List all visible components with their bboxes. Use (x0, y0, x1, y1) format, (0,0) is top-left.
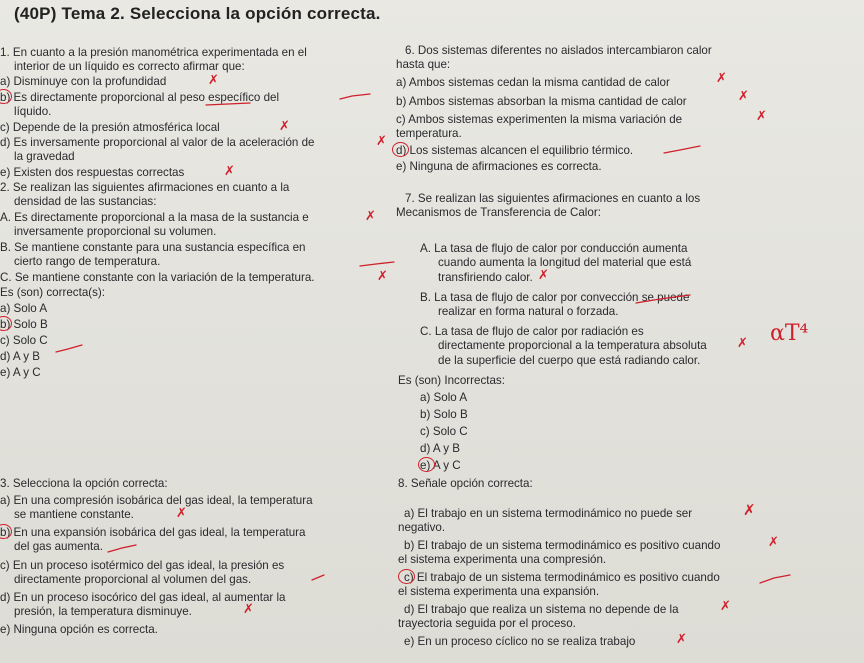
q1-option-a: a) Disminuye con la profundidad (0, 75, 167, 88)
q2-statement-b-line1: B. Se mantiene constante para una sustancia específica en (0, 241, 306, 254)
q7-option-b: b) Solo B (420, 408, 468, 421)
q7-option-a: a) Solo A (420, 391, 468, 404)
q8-option-b-line1: b) El trabajo de un sistema termodinámico es positivo cuando (404, 539, 721, 552)
q2-option-e: e) A y C (0, 366, 41, 379)
q8-option-d-line2: trayectoria seguida por el proceso. (398, 617, 576, 630)
q2-option-d: d) A y B (0, 350, 40, 363)
check-mark-icon (360, 262, 394, 266)
wrong-mark-icon: ✗ (738, 89, 749, 104)
q2-statement-a-line2: inversamente proporcional su volumen. (14, 225, 217, 238)
q6-stem-line1: 6. Dos sistemas diferentes no aislados intercambiaron calor (405, 44, 712, 57)
q7-statement-c-line1: C. La tasa de flujo de calor por radiación es (420, 325, 644, 338)
wrong-mark-icon: ✗ (176, 506, 187, 521)
q7-option-e: e) A y C (420, 459, 461, 472)
q6-option-a: a) Ambos sistemas cedan la misma cantidad de calor (396, 76, 670, 89)
q3-option-d-line1: d) En un proceso isocórico del gas ideal, al aumentar la (0, 591, 286, 604)
q7-statement-c-line2: directamente proporcional a la temperatura absoluta (438, 339, 707, 352)
check-mark-icon (760, 575, 790, 583)
q7-statement-a-line2: cuando aumenta la longitud del material que está (438, 256, 692, 269)
q8-option-d-line1: d) El trabajo que realiza un sistema no depende de la (404, 603, 679, 616)
q8-option-b-line2: el sistema experimenta una compresión. (398, 553, 607, 566)
wrong-mark-icon: ✗ (538, 268, 549, 283)
q8-option-c-line1: c) El trabajo de un sistema termodinámico es positivo cuando (404, 571, 720, 584)
check-mark-icon (108, 545, 136, 552)
q6-option-d: d) Los sistemas alcancen el equilibrio térmico. (396, 144, 634, 157)
q6-option-e: e) Ninguna de afirmaciones es correcta. (396, 160, 602, 173)
wrong-mark-icon: ✗ (365, 209, 376, 224)
q7-stem-line2: Mecanismos de Transferencia de Calor: (396, 206, 601, 219)
wrong-mark-icon: ✗ (716, 71, 727, 86)
q3-option-d-line2: presión, la temperatura disminuye. (14, 605, 192, 618)
q2-option-a: a) Solo A (0, 302, 48, 315)
check-mark-icon (312, 575, 324, 580)
q2-stem-line1: 2. Se realizan las siguientes afirmaciones en cuanto a la (0, 181, 290, 194)
q2-statement-a-line1: A. Es directamente proporcional a la masa de la sustancia e (0, 211, 309, 224)
selected-circle-icon (418, 457, 435, 472)
q8-option-e: e) En un proceso cíclico no se realiza trabajo (404, 635, 636, 648)
q7-statement-a-line1: A. La tasa de flujo de calor por conducción aumenta (420, 242, 688, 255)
q3-option-c-line1: c) En un proceso isotérmico del gas ideal, la presión es (0, 559, 285, 572)
q6-stem-line2: hasta que: (396, 58, 451, 71)
q2-option-c: c) Solo C (0, 334, 48, 347)
q2-stem-line2: densidad de las sustancias: (14, 195, 157, 208)
q1-stem-line2: interior de un líquido es correcto afirmar que: (14, 60, 245, 73)
wrong-mark-icon: ✗ (279, 119, 290, 134)
q3-option-a-line1: a) En una compresión isobárica del gas ideal, la temperatura (0, 494, 313, 507)
q1-option-c: c) Depende de la presión atmosférica local (0, 121, 220, 134)
q6-option-b: b) Ambos sistemas absorban la misma cantidad de calor (396, 95, 687, 108)
q1-option-e: e) Existen dos respuestas correctas (0, 166, 185, 179)
q8-option-a-line1: a) El trabajo en un sistema termodinámico no puede ser (404, 507, 693, 520)
q2-statement-b-line2: cierto rango de temperatura. (14, 255, 161, 268)
q1-option-b-line1: b) Es directamente proporcional al peso específico del (0, 91, 280, 104)
check-mark-icon (664, 146, 700, 153)
q8-option-a-line2: negativo. (398, 521, 446, 534)
q2-prompt: Es (son) correcta(s): (0, 286, 106, 299)
q3-option-c-line2: directamente proporcional al volumen del gas. (14, 573, 252, 586)
q7-stem-line1: 7. Se realizan las siguientes afirmaciones en cuanto a los (405, 192, 701, 205)
wrong-mark-icon: ✗ (743, 501, 756, 519)
page-title: (40P) Tema 2. Selecciona la opción correcta. (14, 4, 381, 23)
check-mark-icon (56, 345, 82, 352)
q3-stem: 3. Selecciona la opción correcta: (0, 477, 168, 490)
wrong-mark-icon: ✗ (377, 269, 388, 284)
wrong-mark-icon: ✗ (243, 602, 254, 617)
q7-statement-b-line1: B. La tasa de flujo de calor por convección se puede (420, 291, 690, 304)
q7-option-d: d) A y B (420, 442, 460, 455)
q3-option-a-line2: se mantiene constante. (14, 508, 134, 521)
margin-note-alpha-t4: αT⁴ (770, 321, 809, 346)
wrong-mark-icon: ✗ (676, 632, 687, 647)
q1-stem-line1: 1. En cuanto a la presión manométrica experimentada en el (0, 46, 307, 59)
wrong-mark-icon: ✗ (756, 109, 767, 124)
wrong-mark-icon: ✗ (208, 73, 219, 88)
q7-statement-b-line2: realizar en forma natural o forzada. (438, 305, 619, 318)
q6-option-c-line2: temperatura. (396, 127, 462, 140)
wrong-mark-icon: ✗ (737, 336, 748, 351)
q1-option-d-line1: d) Es inversamente proporcional al valor de la aceleración de (0, 136, 315, 149)
q3-option-e: e) Ninguna opción es correcta. (0, 623, 158, 636)
q2-statement-c: C. Se mantiene constante con la variación de la temperatura. (0, 271, 315, 284)
selected-circle-icon (392, 142, 409, 157)
q8-option-c-line2: el sistema experimenta una expansión. (398, 585, 600, 598)
q6-option-c-line1: c) Ambos sistemas experimenten la misma variación de (396, 113, 683, 126)
q7-statement-a-line3: transfiriendo calor. (438, 271, 533, 284)
wrong-mark-icon: ✗ (768, 535, 779, 550)
check-mark-icon (340, 94, 370, 99)
q2-option-b: b) Solo B (0, 318, 48, 331)
q7-statement-c-line3: de la superficie del cuerpo que está radiando calor. (438, 354, 701, 367)
q1-option-d-line2: la gravedad (14, 150, 75, 163)
wrong-mark-icon: ✗ (224, 164, 235, 179)
q3-option-b-line2: del gas aumenta. (14, 540, 103, 553)
selected-circle-icon (398, 569, 415, 584)
wrong-mark-icon: ✗ (376, 134, 387, 149)
q1-option-b-line2: líquido. (14, 105, 52, 118)
q8-stem: 8. Señale opción correcta: (398, 477, 533, 490)
wrong-mark-icon: ✗ (720, 599, 731, 614)
q3-option-b-line1: b) En una expansión isobárica del gas ideal, la temperatura (0, 526, 306, 539)
q7-prompt: Es (son) Incorrectas: (398, 374, 505, 387)
q7-option-c: c) Solo C (420, 425, 468, 438)
